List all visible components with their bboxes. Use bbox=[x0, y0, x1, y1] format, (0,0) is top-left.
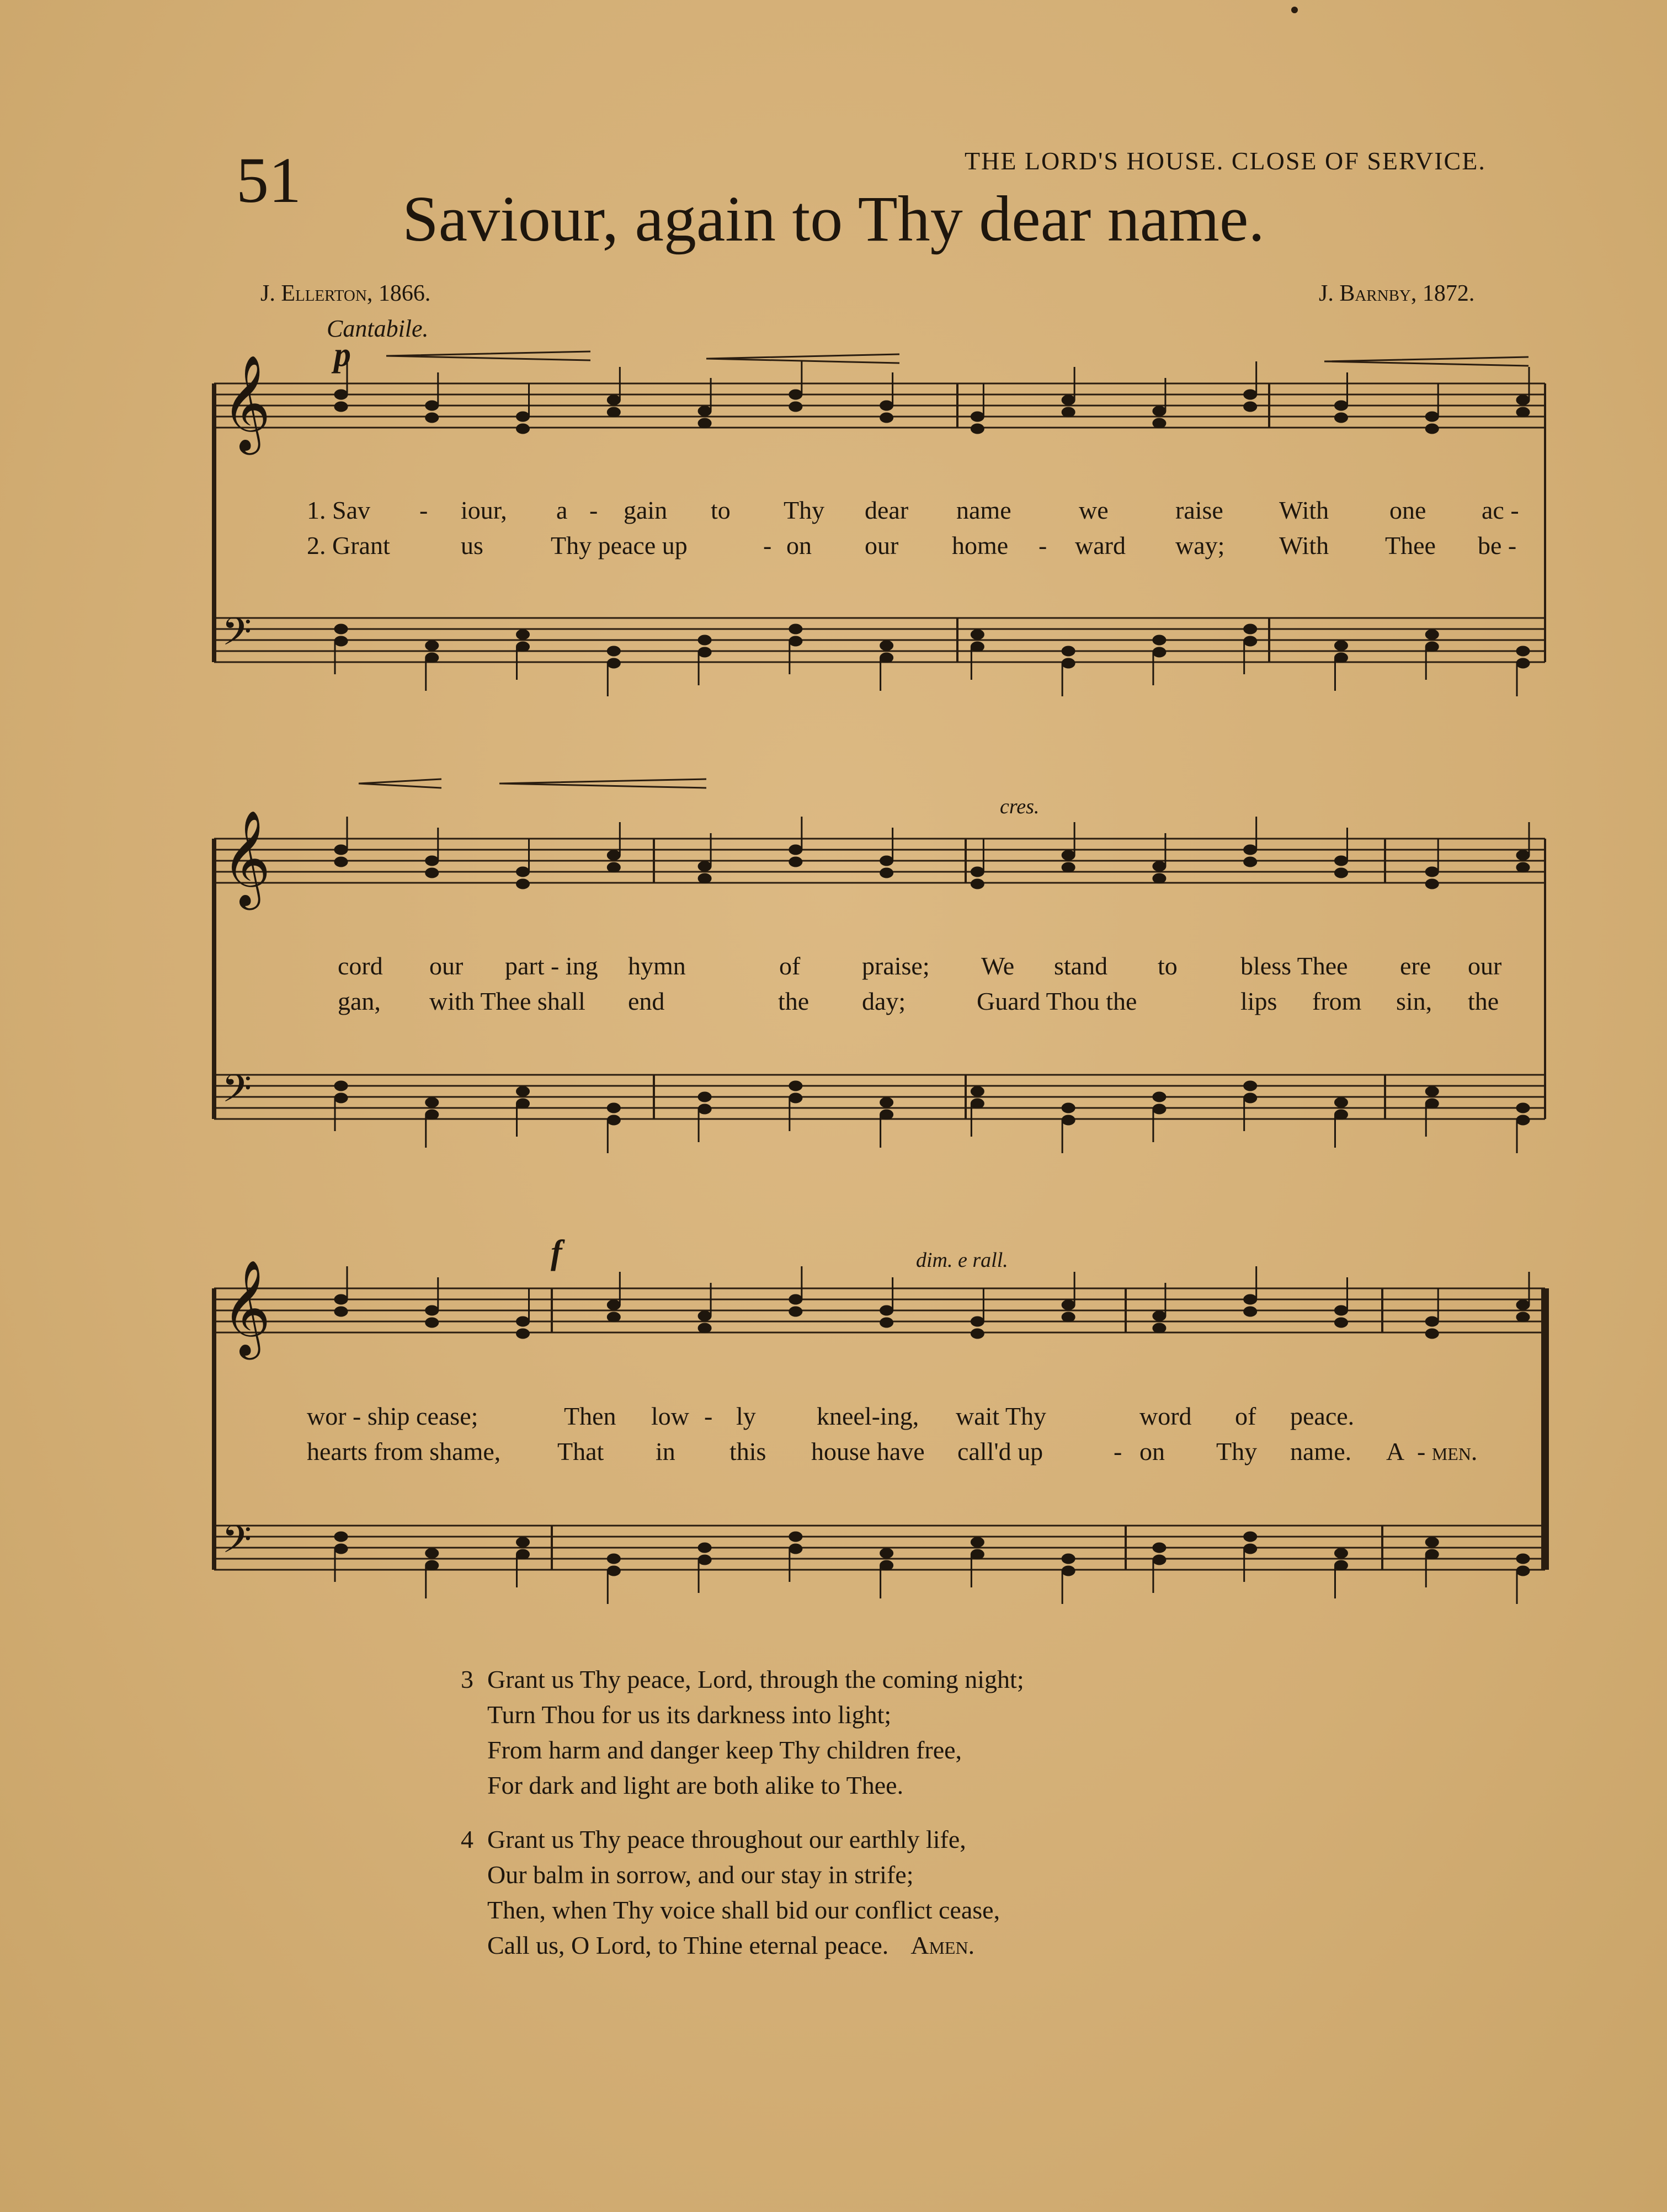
note-head bbox=[334, 1532, 348, 1542]
dynamic-dim-rall: dim. e rall. bbox=[916, 1249, 1008, 1272]
note-head bbox=[1244, 624, 1257, 634]
note-head bbox=[1516, 395, 1530, 405]
lyric-syllable: the bbox=[778, 987, 809, 1015]
lyric-syllable: A bbox=[1386, 1437, 1405, 1465]
note-head bbox=[1425, 1099, 1439, 1108]
verse-3 bbox=[461, 1662, 1024, 1803]
lyric-syllable: end bbox=[628, 987, 665, 1015]
note-head bbox=[1062, 862, 1075, 872]
note-head bbox=[1244, 1081, 1257, 1091]
lyric-syllable: Thy bbox=[784, 496, 825, 524]
composer-credit: J. Barnby, 1872. bbox=[1319, 281, 1475, 306]
note-head bbox=[880, 413, 893, 423]
note-head bbox=[1153, 1092, 1166, 1102]
note-head bbox=[425, 1548, 439, 1558]
note-head bbox=[1516, 1115, 1530, 1125]
note-head bbox=[971, 1099, 984, 1108]
note-head bbox=[607, 407, 620, 417]
note-head bbox=[516, 1537, 530, 1547]
lyric-syllable: to bbox=[711, 496, 731, 524]
note-head bbox=[1425, 424, 1439, 434]
note-head bbox=[971, 879, 984, 889]
note-head bbox=[516, 867, 530, 877]
note-head bbox=[334, 845, 348, 855]
note-head bbox=[425, 1097, 439, 1107]
lyric-syllable: Thee bbox=[1385, 531, 1436, 559]
lyric-syllable: iour, bbox=[461, 496, 507, 524]
note-head bbox=[607, 1103, 620, 1113]
note-head bbox=[1334, 401, 1348, 411]
hairpin-wedge bbox=[359, 779, 441, 788]
note-head bbox=[971, 1086, 984, 1096]
lyric-syllable: of bbox=[1235, 1402, 1256, 1430]
lyric-syllable: sin, bbox=[1396, 987, 1432, 1015]
author-credit: J. Ellerton, 1866. bbox=[260, 281, 431, 306]
note-head bbox=[607, 1300, 620, 1310]
note-head bbox=[1334, 1305, 1348, 1315]
lyric-syllable: a bbox=[556, 496, 568, 524]
lyric-syllable: Thy bbox=[1216, 1437, 1258, 1465]
lyric-syllable: ward bbox=[1075, 531, 1126, 559]
note-head bbox=[1153, 635, 1166, 645]
note-head bbox=[1334, 653, 1348, 663]
lyric-syllable: - bbox=[1114, 1437, 1122, 1465]
lyric-syllable: - men. bbox=[1417, 1437, 1478, 1465]
hymn-title: Saviour, again to Thy dear name. bbox=[402, 183, 1265, 255]
note-head bbox=[1153, 1311, 1166, 1321]
lyric-syllable: hymn bbox=[628, 952, 686, 980]
note-head bbox=[1334, 1560, 1348, 1570]
lyric-syllable: hearts from shame, bbox=[307, 1437, 501, 1465]
lyric-syllable: home bbox=[952, 531, 1009, 559]
note-head bbox=[1334, 1110, 1348, 1120]
note-head bbox=[971, 867, 984, 877]
lyric-syllable: our bbox=[1468, 952, 1502, 980]
note-head bbox=[516, 1316, 530, 1326]
note-head bbox=[698, 1092, 711, 1102]
note-head bbox=[1244, 857, 1257, 867]
lyric-syllable: We bbox=[981, 952, 1015, 980]
note-head bbox=[1153, 1543, 1166, 1553]
note-head bbox=[516, 412, 530, 422]
note-head bbox=[1425, 1086, 1439, 1096]
lyric-syllable: 2. Grant bbox=[307, 531, 390, 559]
note-head bbox=[880, 1560, 893, 1570]
note-head bbox=[1516, 407, 1530, 417]
note-head bbox=[1516, 862, 1530, 872]
lyric-syllable: With bbox=[1279, 496, 1329, 524]
note-head bbox=[1244, 390, 1257, 399]
lyric-syllable: ly bbox=[736, 1402, 756, 1430]
note-head bbox=[789, 845, 802, 855]
note-head bbox=[607, 850, 620, 860]
note-head bbox=[1425, 412, 1439, 422]
note-head bbox=[425, 856, 439, 866]
treble-clef-icon: 𝄞 bbox=[222, 810, 271, 906]
note-head bbox=[789, 1294, 802, 1304]
hairpin-wedge bbox=[1324, 357, 1528, 366]
note-head bbox=[1062, 1300, 1075, 1310]
note-head bbox=[425, 1318, 439, 1328]
note-head bbox=[607, 395, 620, 405]
note-head bbox=[1425, 879, 1439, 889]
verse-line: Then, when Thy voice shall bid our conflict cease, bbox=[487, 1896, 1000, 1924]
note-head bbox=[1062, 1566, 1075, 1576]
verse-number: 4 bbox=[461, 1825, 473, 1853]
lyric-syllable: - bbox=[419, 496, 428, 524]
note-head bbox=[1153, 1323, 1166, 1333]
note-head bbox=[1062, 1554, 1075, 1564]
note-head bbox=[698, 647, 711, 657]
note-head bbox=[425, 1110, 439, 1120]
note-head bbox=[880, 856, 893, 866]
note-head bbox=[698, 635, 711, 645]
note-head bbox=[880, 1548, 893, 1558]
note-head bbox=[516, 1086, 530, 1096]
lyric-syllable: us bbox=[461, 531, 483, 559]
verse-line: Grant us Thy peace throughout our earthly life, bbox=[487, 1825, 966, 1853]
note-head bbox=[1153, 406, 1166, 416]
note-head bbox=[971, 1537, 984, 1547]
note-head bbox=[334, 402, 348, 412]
note-head bbox=[1516, 1312, 1530, 1322]
lyrics-system3-verse2 bbox=[0, 1437, 1667, 1470]
lyric-syllable: gain bbox=[624, 496, 668, 524]
lyric-syllable: - bbox=[704, 1402, 713, 1430]
hairpin-wedge bbox=[386, 351, 590, 360]
note-head bbox=[334, 1307, 348, 1316]
note-head bbox=[425, 401, 439, 411]
note-head bbox=[1516, 1300, 1530, 1310]
note-head bbox=[880, 401, 893, 411]
lyric-syllable: ac - bbox=[1482, 496, 1519, 524]
note-head bbox=[698, 1311, 711, 1321]
lyrics-system1-verse1 bbox=[0, 495, 1667, 529]
note-head bbox=[1425, 867, 1439, 877]
treble-clef-icon: 𝄞 bbox=[222, 1260, 271, 1356]
note-head bbox=[1516, 658, 1530, 668]
note-head bbox=[698, 1323, 711, 1333]
lyric-syllable: Thy peace up bbox=[551, 531, 688, 559]
lyric-syllable: ere bbox=[1400, 952, 1431, 980]
tempo-marking: Cantabile. bbox=[327, 315, 429, 342]
note-head bbox=[1425, 1549, 1439, 1559]
note-head bbox=[698, 406, 711, 416]
lyric-syllable: our bbox=[865, 531, 899, 559]
note-head bbox=[880, 653, 893, 663]
note-head bbox=[607, 658, 620, 668]
note-head bbox=[334, 624, 348, 634]
note-head bbox=[698, 1104, 711, 1114]
lyric-syllable: this bbox=[729, 1437, 766, 1465]
note-head bbox=[1062, 1312, 1075, 1322]
note-head bbox=[1334, 1318, 1348, 1328]
lyric-syllable: name bbox=[956, 496, 1011, 524]
note-head bbox=[789, 857, 802, 867]
verse-4 bbox=[461, 1822, 1000, 1963]
note-head bbox=[1244, 1093, 1257, 1103]
note-head bbox=[607, 1566, 620, 1576]
hairpin-wedge bbox=[706, 354, 899, 363]
note-head bbox=[698, 873, 711, 883]
note-head bbox=[516, 630, 530, 639]
note-head bbox=[789, 390, 802, 399]
lyric-syllable: praise; bbox=[862, 952, 930, 980]
note-head bbox=[971, 1316, 984, 1326]
lyric-syllable: way; bbox=[1175, 531, 1225, 559]
verse-line: For dark and light are both alike to Thee. bbox=[487, 1771, 904, 1799]
note-head bbox=[880, 1110, 893, 1120]
note-head bbox=[789, 624, 802, 634]
note-head bbox=[880, 1305, 893, 1315]
note-head bbox=[1516, 1103, 1530, 1113]
note-head bbox=[971, 1329, 984, 1339]
lyric-syllable: lips bbox=[1240, 987, 1277, 1015]
lyric-syllable: from bbox=[1312, 987, 1362, 1015]
note-head bbox=[698, 1555, 711, 1565]
lyric-syllable: one bbox=[1389, 496, 1426, 524]
note-head bbox=[789, 1307, 802, 1316]
note-head bbox=[1062, 658, 1075, 668]
verse-number: 3 bbox=[461, 1665, 473, 1693]
note-head bbox=[334, 1544, 348, 1554]
note-head bbox=[607, 1554, 620, 1564]
note-head bbox=[516, 424, 530, 434]
bass-clef-icon: 𝄢 bbox=[222, 1066, 252, 1120]
verse-line: Turn Thou for us its darkness into light; bbox=[487, 1701, 892, 1729]
note-head bbox=[607, 1312, 620, 1322]
note-head bbox=[1244, 636, 1257, 646]
lyric-syllable: part - ing bbox=[505, 952, 598, 980]
note-head bbox=[698, 1543, 711, 1553]
note-head bbox=[334, 857, 348, 867]
lyric-syllable: name. bbox=[1290, 1437, 1352, 1465]
note-head bbox=[698, 861, 711, 871]
note-head bbox=[789, 1532, 802, 1542]
note-head bbox=[789, 402, 802, 412]
note-head bbox=[516, 879, 530, 889]
note-head bbox=[971, 412, 984, 422]
lyric-syllable: we bbox=[1079, 496, 1109, 524]
note-head bbox=[425, 1305, 439, 1315]
note-head bbox=[880, 1318, 893, 1328]
lyric-syllable: raise bbox=[1175, 496, 1223, 524]
note-head bbox=[425, 413, 439, 423]
bass-clef-icon: 𝄢 bbox=[222, 1517, 252, 1571]
lyric-syllable: Then bbox=[564, 1402, 616, 1430]
note-head bbox=[1334, 413, 1348, 423]
note-head bbox=[1516, 850, 1530, 860]
lyric-syllable: call'd up bbox=[957, 1437, 1043, 1465]
lyrics-system1-verse2 bbox=[0, 531, 1667, 564]
lyric-syllable: low bbox=[651, 1402, 689, 1430]
note-head bbox=[1516, 1566, 1530, 1576]
lyric-syllable: stand bbox=[1054, 952, 1108, 980]
note-head bbox=[1244, 402, 1257, 412]
note-head bbox=[1334, 1097, 1348, 1107]
lyric-syllable: Guard Thou the bbox=[977, 987, 1137, 1015]
dynamic-piano: p bbox=[334, 336, 351, 374]
note-head bbox=[425, 641, 439, 651]
lyric-syllable: wait Thy bbox=[956, 1402, 1046, 1430]
lyric-syllable: to bbox=[1158, 952, 1178, 980]
lyric-syllable: on bbox=[1139, 1437, 1165, 1465]
hymn-number: 51 bbox=[236, 144, 301, 216]
note-head bbox=[789, 1081, 802, 1091]
note-head bbox=[516, 1329, 530, 1339]
treble-clef-icon: 𝄞 bbox=[222, 355, 271, 451]
note-head bbox=[1244, 845, 1257, 855]
note-head bbox=[880, 1097, 893, 1107]
note-head bbox=[971, 424, 984, 434]
lyric-syllable: on bbox=[786, 531, 812, 559]
note-head bbox=[1062, 850, 1075, 860]
bass-clef-icon: 𝄢 bbox=[222, 609, 252, 663]
note-head bbox=[1516, 646, 1530, 656]
lyrics-system2-verse1 bbox=[0, 951, 1667, 984]
note-head bbox=[1062, 407, 1075, 417]
note-head bbox=[1062, 1115, 1075, 1125]
note-head bbox=[516, 1099, 530, 1108]
note-head bbox=[425, 653, 439, 663]
note-head bbox=[698, 418, 711, 428]
note-head bbox=[1334, 868, 1348, 878]
note-head bbox=[789, 1093, 802, 1103]
note-head bbox=[1516, 1554, 1530, 1564]
verse-line: From harm and danger keep Thy children free, bbox=[487, 1736, 962, 1764]
note-head bbox=[425, 1560, 439, 1570]
note-head bbox=[1334, 856, 1348, 866]
lyrics-system3-verse1 bbox=[0, 1401, 1667, 1435]
note-head bbox=[1153, 1104, 1166, 1114]
note-head bbox=[1062, 1103, 1075, 1113]
note-head bbox=[516, 1549, 530, 1559]
lyric-syllable: day; bbox=[862, 987, 906, 1015]
note-head bbox=[1334, 641, 1348, 651]
note-head bbox=[516, 642, 530, 652]
note-head bbox=[1425, 630, 1439, 639]
lyric-syllable: With bbox=[1279, 531, 1329, 559]
lyric-syllable: the bbox=[1468, 987, 1499, 1015]
lyric-syllable: be - bbox=[1478, 531, 1517, 559]
note-head bbox=[607, 646, 620, 656]
note-head bbox=[1153, 873, 1166, 883]
note-head bbox=[971, 642, 984, 652]
note-head bbox=[1153, 418, 1166, 428]
lyric-syllable: - bbox=[1038, 531, 1047, 559]
note-head bbox=[334, 1294, 348, 1304]
note-head bbox=[607, 1115, 620, 1125]
hairpin-wedge bbox=[499, 779, 706, 788]
lyric-syllable: word bbox=[1139, 1402, 1192, 1430]
note-head bbox=[1153, 1555, 1166, 1565]
note-head bbox=[1153, 647, 1166, 657]
lyric-syllable: house have bbox=[811, 1437, 925, 1465]
note-head bbox=[1244, 1544, 1257, 1554]
note-head bbox=[334, 390, 348, 399]
note-head bbox=[971, 630, 984, 639]
note-head bbox=[1153, 861, 1166, 871]
note-head bbox=[1425, 1329, 1439, 1339]
lyric-syllable: in bbox=[656, 1437, 675, 1465]
lyrics-system2-verse2 bbox=[0, 987, 1667, 1020]
note-head bbox=[334, 1093, 348, 1103]
lyric-syllable: gan, bbox=[338, 987, 381, 1015]
lyric-syllable: bless Thee bbox=[1240, 952, 1348, 980]
lyric-syllable: wor - ship cease; bbox=[307, 1402, 478, 1430]
lyric-syllable: peace. bbox=[1290, 1402, 1355, 1430]
note-head bbox=[1425, 642, 1439, 652]
dynamic-crescendo: cres. bbox=[1000, 795, 1040, 818]
note-head bbox=[334, 636, 348, 646]
lyric-syllable: kneel-ing, bbox=[817, 1402, 919, 1430]
amen-label: Amen. bbox=[910, 1931, 975, 1959]
note-head bbox=[880, 868, 893, 878]
note-head bbox=[880, 641, 893, 651]
note-head bbox=[1334, 1548, 1348, 1558]
note-head bbox=[607, 862, 620, 872]
note-head bbox=[1425, 1316, 1439, 1326]
verse-line: Grant us Thy peace, Lord, through the coming night; bbox=[487, 1665, 1024, 1693]
note-head bbox=[1425, 1537, 1439, 1547]
note-head bbox=[789, 636, 802, 646]
lyric-syllable: our bbox=[429, 952, 464, 980]
dynamic-forte: f bbox=[551, 1234, 562, 1271]
verse-line: Our balm in sorrow, and our stay in strife; bbox=[487, 1861, 914, 1889]
note-head bbox=[789, 1544, 802, 1554]
note-head bbox=[425, 868, 439, 878]
lyric-syllable: - bbox=[589, 496, 598, 524]
note-head bbox=[334, 1081, 348, 1091]
lyric-syllable: - bbox=[763, 531, 772, 559]
note-head bbox=[1244, 1532, 1257, 1542]
lyric-syllable: cord bbox=[338, 952, 383, 980]
lyric-syllable: That bbox=[557, 1437, 604, 1465]
note-head bbox=[1244, 1294, 1257, 1304]
note-head bbox=[1244, 1307, 1257, 1316]
section-header: THE LORD'S HOUSE. CLOSE OF SERVICE. bbox=[965, 147, 1486, 175]
verse-line: Call us, O Lord, to Thine eternal peace. bbox=[487, 1931, 889, 1959]
lyric-syllable: with Thee shall bbox=[429, 987, 585, 1015]
note-head bbox=[1062, 646, 1075, 656]
note-head bbox=[971, 1549, 984, 1559]
lyric-syllable: of bbox=[779, 952, 801, 980]
note-head bbox=[1062, 395, 1075, 405]
lyric-syllable: dear bbox=[865, 496, 909, 524]
lyric-syllable: 1. Sav bbox=[307, 496, 370, 524]
